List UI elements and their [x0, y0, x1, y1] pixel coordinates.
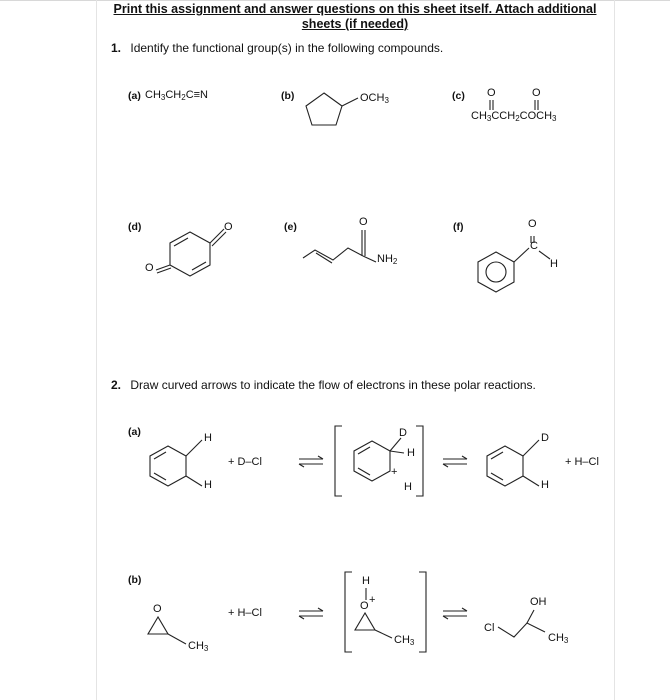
q2-b-prod-cl: Cl — [484, 622, 495, 634]
q2-a-h-top: H — [204, 432, 212, 444]
question-2-text: Draw curved arrows to indicate the flow of electrons in these polar reactions. — [130, 378, 536, 392]
q2b-product-structure — [498, 610, 545, 637]
amide-structure — [303, 230, 376, 263]
q2-a-int-d: D — [399, 427, 407, 439]
q1-f-oxygen: O — [528, 218, 537, 230]
q2b-epoxide-structure — [148, 617, 186, 644]
q1-a-label: (a) — [128, 90, 141, 102]
q2-b-methyl: $CH_3$ — [188, 640, 209, 653]
keto-ester-carbonyls — [490, 100, 538, 110]
q2-b-oxygen: O — [153, 603, 162, 615]
header-line-1: Print this assignment and answer questions on this sheet itself. Attach additional — [113, 2, 597, 16]
q1-c-oxygen-1: O — [487, 87, 496, 99]
q1-d-oxygen-top: O — [224, 221, 233, 233]
q2-a-h-bottom: H — [204, 479, 212, 491]
q1-b-substituent: $OCH_3$ — [360, 92, 389, 105]
q2-b-prod-methyl: $CH_3$ — [548, 632, 569, 645]
q1-e-oxygen: O — [359, 216, 368, 228]
q2-a-int-h2: H — [404, 481, 412, 493]
q2-a-product-hcl: + H–Cl — [565, 456, 599, 468]
q1-f-carbon: C — [530, 240, 538, 252]
q1-d-oxygen-bottom: O — [145, 262, 154, 274]
q1-d-label: (d) — [128, 221, 142, 233]
q1-b-label: (b) — [281, 90, 295, 102]
q2-b-int-h: H — [362, 575, 370, 587]
question-2-number: 2. — [111, 378, 122, 392]
q1-f-hydrogen: H — [550, 258, 558, 270]
q2-a-label: (a) — [128, 426, 141, 438]
q2-b-int-methyl: $CH_3$ — [394, 634, 415, 647]
q2-a-prod-h: H — [541, 479, 549, 491]
header-line-2: sheets (if needed) — [301, 17, 409, 31]
q1-c-label: (c) — [452, 90, 465, 102]
question-1-number: 1. — [111, 41, 122, 55]
q1-c-oxygen-2: O — [532, 87, 541, 99]
q2-a-prod-d: D — [541, 432, 549, 444]
q1-c-formula: $CH_3CCH_2COCH_3$ — [471, 110, 557, 123]
q2b-equilibrium-arrows — [299, 608, 467, 619]
q2-b-reagent: + H–Cl — [228, 607, 262, 619]
q2a-intermediate-structure — [335, 426, 423, 496]
q2a-equilibrium-arrows — [299, 456, 467, 467]
q2-a-int-plus: + — [391, 466, 398, 478]
q1-e-label: (e) — [284, 221, 297, 233]
q2-b-int-plus: + — [369, 594, 376, 606]
question-1-text: Identify the functional group(s) in the following compounds. — [130, 41, 444, 55]
cyclopentane-structure — [306, 93, 358, 125]
q2b-intermediate-structure — [345, 572, 426, 652]
q2-a-int-h: H — [407, 447, 415, 459]
q2a-reactant-structure — [150, 440, 202, 486]
quinone-structure — [156, 229, 226, 276]
benzaldehyde-structure — [478, 236, 550, 292]
q1-e-amine: $NH_2$ — [377, 253, 398, 266]
q2a-product-structure — [487, 440, 539, 486]
q2-b-prod-oh: OH — [530, 596, 547, 608]
q2-a-reagent: + D–Cl — [228, 456, 262, 468]
q1-a-formula: $CH_3CH_2C\equiv N$ — [145, 89, 208, 102]
q2-b-label: (b) — [128, 574, 142, 586]
q2-b-int-o: O — [360, 600, 369, 612]
q1-f-label: (f) — [453, 221, 464, 233]
